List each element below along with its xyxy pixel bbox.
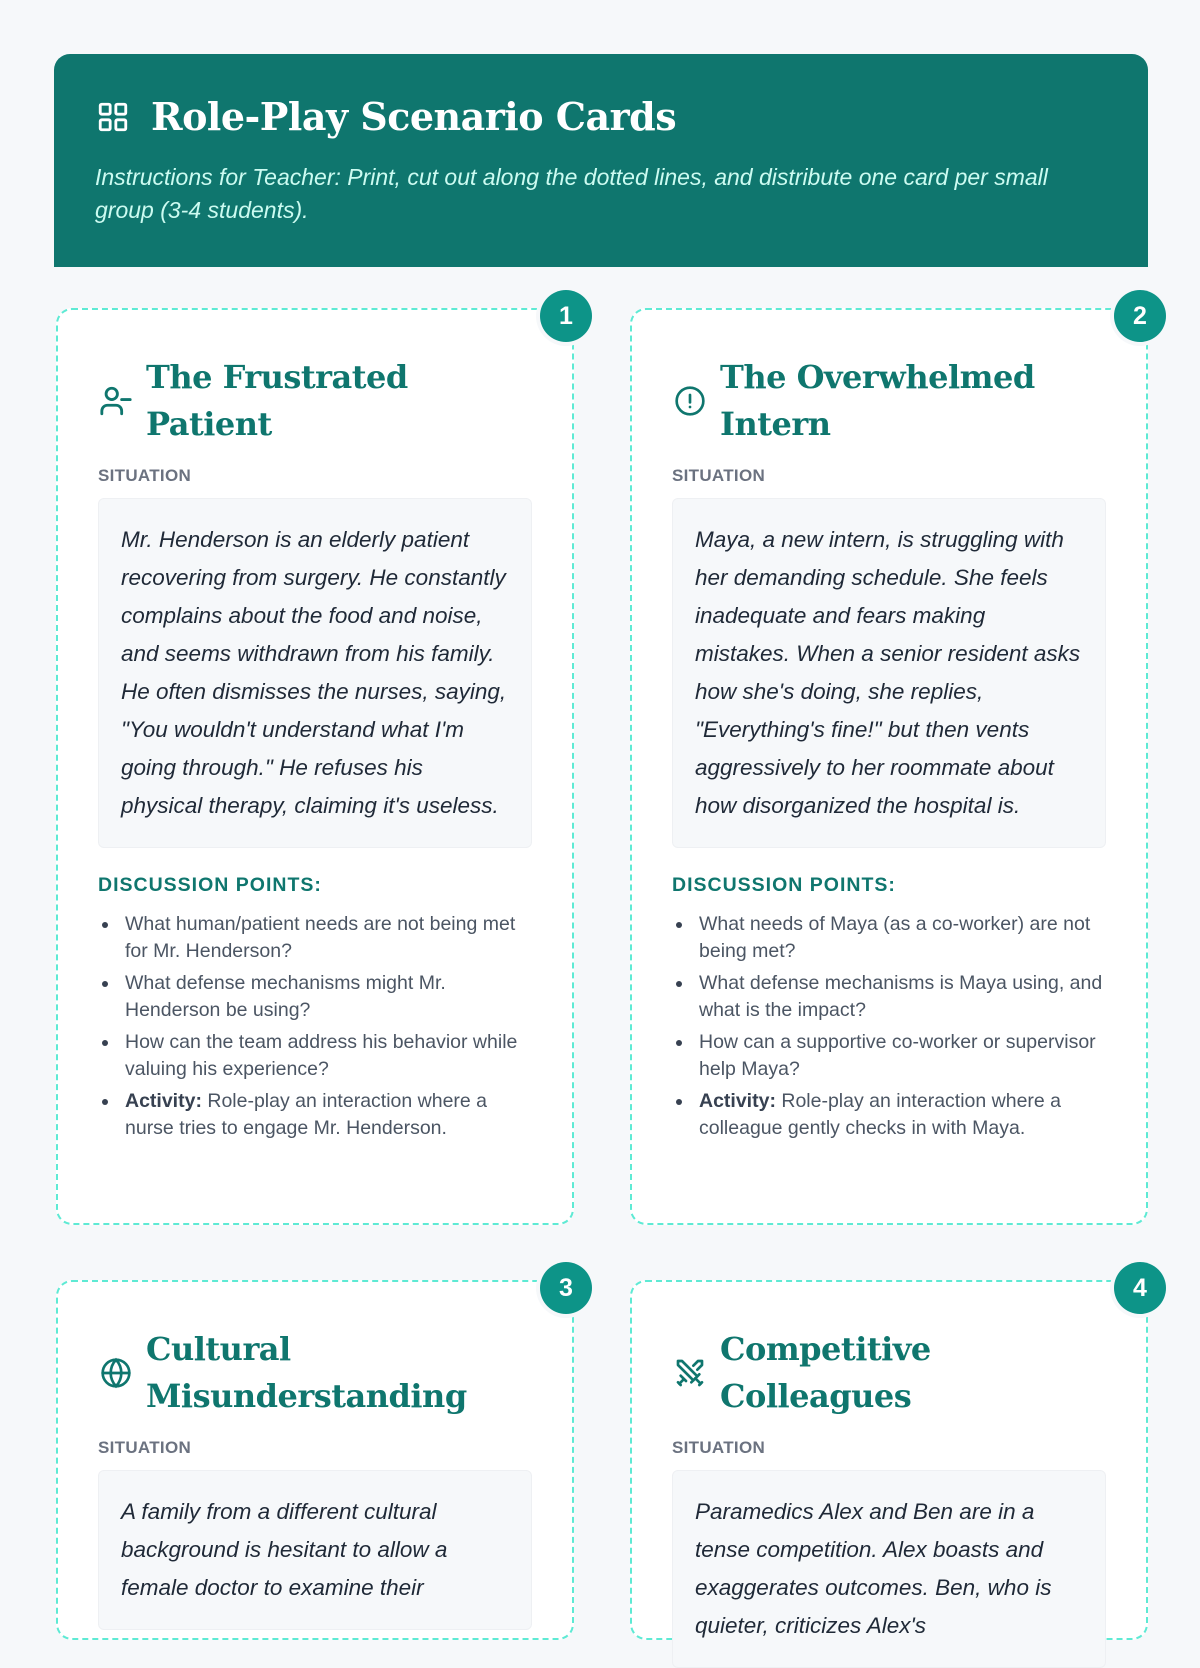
activity-label: Activity:: [699, 1090, 776, 1112]
user-minus-icon: [98, 383, 134, 419]
discussion-point: What defense mechanisms is Maya using, and what is the impact?: [672, 970, 1106, 1023]
card-number-badge: 1: [540, 290, 592, 342]
situation-text: A family from a different cultural background is hesitant to allow a female doctor to examine their: [98, 1470, 532, 1630]
situation-text: Mr. Henderson is an elderly patient recovering from surgery. He constantly complains about the food and noise, and seems withdrawn from his family. He often dismisses the nurses, saying, "You wouldn't understand what I'm going through." He refuses his physical therapy, claiming it's useless.: [98, 498, 532, 848]
situation-label: SITUATION: [98, 466, 192, 485]
scenario-card: [56, 1273, 574, 1640]
scenario-card: [630, 301, 1148, 1225]
activity-label: Activity:: [125, 1090, 202, 1112]
activity-point: [672, 1088, 1106, 1141]
globe-icon: [98, 1355, 134, 1391]
activity-text: Role-play an interaction where a nurse tries to engage Mr. Henderson.: [125, 1090, 488, 1139]
card-title-row: [672, 1326, 1106, 1420]
card-title: Cultural Misunderstanding: [146, 1330, 467, 1415]
teacher-instructions: Instructions for Teacher: Print, cut out along the dotted lines, and distribute one card per small group (3-4 students).: [95, 164, 1048, 223]
discussion-point: What defense mechanisms might Mr. Henderson be using?: [98, 970, 532, 1023]
crossed-swords-icon: [672, 1355, 708, 1391]
situation-label: SITUATION: [672, 1438, 766, 1457]
situation-label: SITUATION: [98, 1438, 192, 1457]
discussion-point: How can the team address his behavior while valuing his experience?: [98, 1029, 532, 1082]
activity-point: [98, 1088, 532, 1141]
page-title: Role-Play Scenario Cards: [151, 94, 677, 139]
card-number-badge: 2: [1114, 290, 1166, 342]
situation-text: Paramedics Alex and Ben are in a tense competition. Alex boasts and exaggerates outcomes. Ben, who is quieter, criticizes Alex's: [672, 1470, 1106, 1668]
card-number-badge: 3: [540, 1262, 592, 1314]
card-title: The Frustrated Patient: [146, 358, 408, 443]
discussion-label: DISCUSSION POINTS:: [672, 874, 896, 896]
situation-label: SITUATION: [672, 466, 766, 485]
scenario-card: [56, 301, 574, 1225]
discussion-point: What human/patient needs are not being met for Mr. Henderson?: [98, 911, 532, 964]
activity-text: Role-play an interaction where a colleague gently checks in with Maya.: [699, 1090, 1062, 1139]
alert-circle-icon: [672, 383, 708, 419]
card-title-row: [98, 1326, 532, 1420]
scenario-card: [630, 1273, 1148, 1640]
discussion-list: [672, 911, 1106, 1141]
grid-icon: [95, 99, 131, 135]
discussion-point: What needs of Maya (as a co-worker) are not being met?: [672, 911, 1106, 964]
card-title-row: [672, 354, 1106, 448]
discussion-point: How can a supportive co-worker or supervisor help Maya?: [672, 1029, 1106, 1082]
situation-text: Maya, a new intern, is struggling with her demanding schedule. She feels inadequate and fears making mistakes. When a senior resident asks how she's doing, she replies, "Everything's fine!" but then vents aggressively to her roommate about how disorganized the hospital is.: [672, 498, 1106, 848]
card-title: Competitive Colleagues: [720, 1330, 931, 1415]
card-title-row: [98, 354, 532, 448]
discussion-list: [98, 911, 532, 1141]
card-title: The Overwhelmed Intern: [720, 358, 1035, 443]
header-title-row: [95, 94, 1107, 139]
page-header: [54, 54, 1148, 267]
discussion-label: DISCUSSION POINTS:: [98, 874, 322, 896]
card-number-badge: 4: [1114, 1262, 1166, 1314]
